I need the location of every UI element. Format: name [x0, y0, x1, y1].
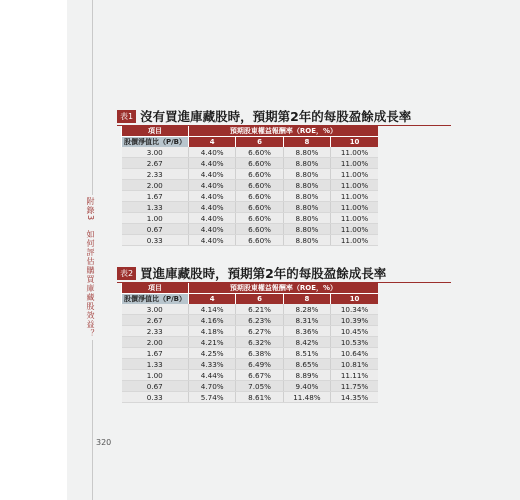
- table-row: [122, 191, 379, 202]
- cell: 6.32%: [236, 337, 283, 348]
- cell: 4.40%: [189, 158, 236, 169]
- header-roe-col: 6: [236, 294, 283, 305]
- table-row: [122, 348, 379, 359]
- table-row: [122, 326, 379, 337]
- cell: 3.00: [122, 304, 189, 315]
- header-roe-col: 6: [236, 137, 283, 148]
- cell: 11.00%: [331, 191, 378, 202]
- cell: 4.40%: [189, 147, 236, 158]
- table-2: [117, 264, 451, 403]
- table-row: [122, 235, 379, 246]
- table-2-grid: [121, 283, 378, 403]
- cell: 4.40%: [189, 180, 236, 191]
- book-page: [67, 0, 520, 500]
- table-row: [122, 224, 379, 235]
- table-1-grid: [121, 126, 378, 246]
- header-roe-col: 8: [283, 137, 330, 148]
- cell: 6.27%: [236, 326, 283, 337]
- cell: 4.44%: [189, 370, 236, 381]
- cell: 0.33: [122, 392, 189, 403]
- cell: 1.00: [122, 370, 189, 381]
- cell: 6.60%: [236, 191, 283, 202]
- cell: 11.75%: [331, 381, 378, 392]
- table-1-heading: [117, 107, 451, 126]
- cell: 6.60%: [236, 169, 283, 180]
- cell: 8.80%: [283, 191, 330, 202]
- table-row: [122, 202, 379, 213]
- cell: 8.80%: [283, 224, 330, 235]
- table-row: [122, 381, 379, 392]
- cell: 6.60%: [236, 235, 283, 246]
- page-number: 320: [96, 438, 112, 447]
- cell: 11.00%: [331, 169, 378, 180]
- cell: 4.33%: [189, 359, 236, 370]
- cell: 0.67: [122, 224, 189, 235]
- cell: 0.67: [122, 381, 189, 392]
- cell: 4.25%: [189, 348, 236, 359]
- cell: 6.67%: [236, 370, 283, 381]
- cell: 2.00: [122, 337, 189, 348]
- cell: 11.00%: [331, 235, 378, 246]
- header-roe-col: 4: [189, 137, 236, 148]
- cell: 8.28%: [283, 304, 330, 315]
- cell: 0.33: [122, 235, 189, 246]
- cell: 4.40%: [189, 235, 236, 246]
- cell: 6.60%: [236, 224, 283, 235]
- header-roe-col: 8: [283, 294, 330, 305]
- cell: 4.40%: [189, 224, 236, 235]
- header-roe: 預期股東權益報酬率（ROE，%）: [189, 283, 379, 294]
- cell: 8.51%: [283, 348, 330, 359]
- cell: 1.33: [122, 202, 189, 213]
- cell: 1.67: [122, 191, 189, 202]
- cell: 8.80%: [283, 169, 330, 180]
- cell: 11.00%: [331, 158, 378, 169]
- table-row: [122, 158, 379, 169]
- cell: 8.65%: [283, 359, 330, 370]
- cell: 2.00: [122, 180, 189, 191]
- cell: 10.39%: [331, 315, 378, 326]
- cell: 4.18%: [189, 326, 236, 337]
- table-2-body: [122, 304, 379, 403]
- table-row: [122, 213, 379, 224]
- table-2-heading: [117, 264, 451, 283]
- table-row: [122, 370, 379, 381]
- cell: 8.31%: [283, 315, 330, 326]
- header-roe: 預期股東權益報酬率（ROE，%）: [189, 126, 379, 137]
- header-roe-col: 10: [331, 294, 378, 305]
- cell: 4.40%: [189, 202, 236, 213]
- table-2-title: 買進庫藏股時，預期第2年的每股盈餘成長率: [140, 266, 387, 281]
- cell: 11.00%: [331, 147, 378, 158]
- table-1-title: 沒有買進庫藏股時，預期第2年的每股盈餘成長率: [140, 109, 412, 124]
- cell: 4.14%: [189, 304, 236, 315]
- table-row: [122, 315, 379, 326]
- cell: 8.80%: [283, 180, 330, 191]
- header-item: 項目: [122, 126, 189, 137]
- cell: 4.21%: [189, 337, 236, 348]
- cell: 11.00%: [331, 202, 378, 213]
- cell: 4.40%: [189, 213, 236, 224]
- cell: 8.80%: [283, 158, 330, 169]
- cell: 6.60%: [236, 213, 283, 224]
- cell: 2.33: [122, 326, 189, 337]
- cell: 11.00%: [331, 224, 378, 235]
- cell: 8.61%: [236, 392, 283, 403]
- header-pb: 股價淨值比（P/B）: [122, 294, 189, 305]
- header-roe-col: 10: [331, 137, 378, 148]
- table-2-badge: 表2: [117, 267, 136, 280]
- table-row: [122, 180, 379, 191]
- cell: 8.80%: [283, 213, 330, 224]
- table-row: [122, 169, 379, 180]
- cell: 10.45%: [331, 326, 378, 337]
- table-1: [117, 107, 451, 246]
- table-1-body: [122, 147, 379, 246]
- cell: 6.60%: [236, 202, 283, 213]
- table-row: [122, 359, 379, 370]
- cell: 10.53%: [331, 337, 378, 348]
- cell: 4.70%: [189, 381, 236, 392]
- cell: 10.34%: [331, 304, 378, 315]
- header-pb: 股價淨值比（P/B）: [122, 137, 189, 148]
- header-item: 項目: [122, 283, 189, 294]
- cell: 6.49%: [236, 359, 283, 370]
- table-row: [122, 337, 379, 348]
- table-row: [122, 147, 379, 158]
- cell: 1.00: [122, 213, 189, 224]
- cell: 4.40%: [189, 191, 236, 202]
- cell: 8.80%: [283, 202, 330, 213]
- cell: 4.16%: [189, 315, 236, 326]
- cell: 6.60%: [236, 147, 283, 158]
- cell: 1.33: [122, 359, 189, 370]
- cell: 8.42%: [283, 337, 330, 348]
- cell: 8.36%: [283, 326, 330, 337]
- cell: 8.89%: [283, 370, 330, 381]
- cell: 5.74%: [189, 392, 236, 403]
- table-row: [122, 304, 379, 315]
- cell: 3.00: [122, 147, 189, 158]
- cell: 8.80%: [283, 235, 330, 246]
- cell: 11.00%: [331, 213, 378, 224]
- cell: 6.23%: [236, 315, 283, 326]
- table-row: [122, 392, 379, 403]
- cell: 2.33: [122, 169, 189, 180]
- cell: 14.35%: [331, 392, 378, 403]
- cell: 2.67: [122, 315, 189, 326]
- cell: 6.38%: [236, 348, 283, 359]
- cell: 10.64%: [331, 348, 378, 359]
- cell: 4.40%: [189, 169, 236, 180]
- cell: 11.00%: [331, 180, 378, 191]
- cell: 11.48%: [283, 392, 330, 403]
- appendix-label: 附錄3 如何評估購買庫藏股效益？: [86, 197, 95, 339]
- cell: 2.67: [122, 158, 189, 169]
- header-roe-col: 4: [189, 294, 236, 305]
- cell: 6.21%: [236, 304, 283, 315]
- cell: 8.80%: [283, 147, 330, 158]
- cell: 10.81%: [331, 359, 378, 370]
- table-1-badge: 表1: [117, 110, 136, 123]
- cell: 1.67: [122, 348, 189, 359]
- cell: 11.11%: [331, 370, 378, 381]
- cell: 6.60%: [236, 180, 283, 191]
- cell: 9.40%: [283, 381, 330, 392]
- cell: 7.05%: [236, 381, 283, 392]
- cell: 6.60%: [236, 158, 283, 169]
